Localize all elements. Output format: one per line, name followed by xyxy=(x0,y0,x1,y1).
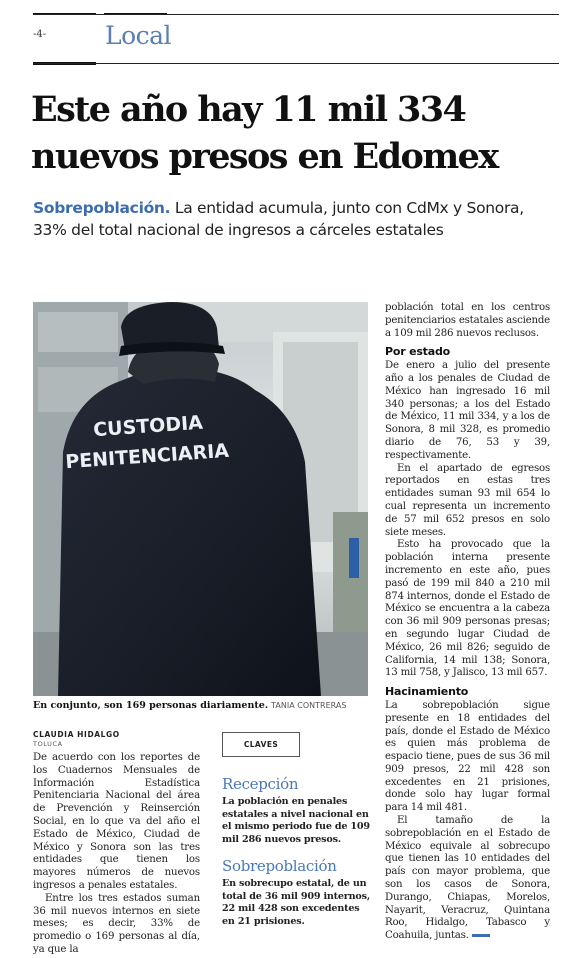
body-paragraph: De acuerdo con los reportes de los Cuadernos Mensuales de Información Estadística Penitenciaria Nacional del área de Prevención y Reinserción Social, en lo que va del año el Estado de México, Ciudad de México y Sonora son las tres entidades que tienen los mayores números de nuevos ingresos a penales estatales. xyxy=(33,752,200,891)
body-column-3 xyxy=(385,302,550,943)
deck-text: La entidad acumula, junto con CdMx y Sonora, 33% del total nacional de ingresos a cárceles estatales xyxy=(33,199,524,239)
header-bottom-rule xyxy=(33,63,559,64)
deck xyxy=(33,197,559,241)
sidebar-heading-sobrepoblacion: Sobrepoblación xyxy=(222,857,337,875)
subhead-hacinamiento: Hacinamiento xyxy=(385,685,469,699)
header-top-rule xyxy=(33,14,559,15)
body-paragraph: En el apartado de egresos reportados en estas tres entidades suman 93 mil 654 lo cual representa un incremento de 57 mil 652 presos en solo siete meses. xyxy=(385,462,550,538)
byline-place: TOLUCA xyxy=(33,740,63,748)
final-paragraph-text: El tamaño de la sobrepoblación en el Estado de México equivale al sobrecupo que tienen las 10 entidades del país con mayor problema, que son los casos de Sonora, Durango, Chiapas, Morelos, Nayarit, Veracruz, Quintana Roo, Hidalgo, Tabasco y Coahuila, juntas. xyxy=(385,815,550,942)
body-paragraph: La sobrepoblación sigue presente en 18 entidades del país, donde el Estado de México es quien más problema de espacio tiene, pues de sus 36 mil 909 presos, 22 mil 428 son excedentes en 21 prisiones, donde solo hay lugar formal para 14 mil 481. xyxy=(385,699,550,814)
vest-text-line1: CUSTODIA xyxy=(92,411,204,442)
body-paragraph: De enero a julio del presente año a los penales de Ciudad de México han ingresado 16 mil 340 personas; a los del Estado de México, 11 mil 334, y a los de Sonora, 8 mil 328, es promedio diario de 76, 53 y 39, respectivamente. xyxy=(385,360,550,461)
photo-illustration xyxy=(33,302,368,696)
sidebar-heading-recepcion: Recepción xyxy=(222,775,299,793)
deck-kicker: Sobrepoblación. xyxy=(33,199,171,217)
photo-credit: TANIA CONTRERAS xyxy=(271,701,347,710)
end-mark xyxy=(472,934,490,937)
byline: CLAUDIA HIDALGO xyxy=(33,730,120,739)
body-paragraph: Esto ha provocado que la población interna presente incremento en este año, pues pasó de 199 mil 840 a 210 mil 874 internos, donde el Estado de México se encuentra a la cabeza con 36 mil 909 personas presas; en segundo lugar Ciudad de México, 26 mil 826; seguido de California, 14 mil 138; Sonora, 13 mil 758, y Jalisco, 13 mil 657. xyxy=(385,539,550,679)
body-paragraph: Entre los tres estados suman 36 mil nuevos internos en siete meses; es decir, 33% de promedio o 169 personas al día, ya que la xyxy=(33,892,200,955)
article-photo xyxy=(33,302,368,696)
body-column-1 xyxy=(33,752,200,957)
headline: Este año hay 11 mil 334 nuevos presos en Edomex xyxy=(31,89,498,177)
subhead-por-estado: Por estado xyxy=(385,345,450,359)
page-number: -4- xyxy=(33,29,47,40)
claves-label-box: CLAVES xyxy=(222,732,300,757)
caption-text: En conjunto, son 169 personas diariamente. xyxy=(33,700,269,711)
vest-text-line2: PENITENCIARIA xyxy=(64,439,230,474)
section-title: Local xyxy=(105,21,172,50)
photo-caption xyxy=(33,700,373,712)
sidebar-text-recepcion: La población en penales estatales a nivel nacional en el mismo periodo fue de 109 mil 286 nuevos presos. xyxy=(222,796,370,845)
body-paragraph-final xyxy=(385,815,550,943)
body-paragraph: población total en los centros penitenciarios estatales asciende a 109 mil 286 nuevos reclusos. xyxy=(385,302,550,339)
sidebar-text-sobrepoblacion: En sobrecupo estatal, de un total de 36 mil 909 internos, 22 mil 428 son excedentes en 21 prisiones. xyxy=(222,878,370,927)
